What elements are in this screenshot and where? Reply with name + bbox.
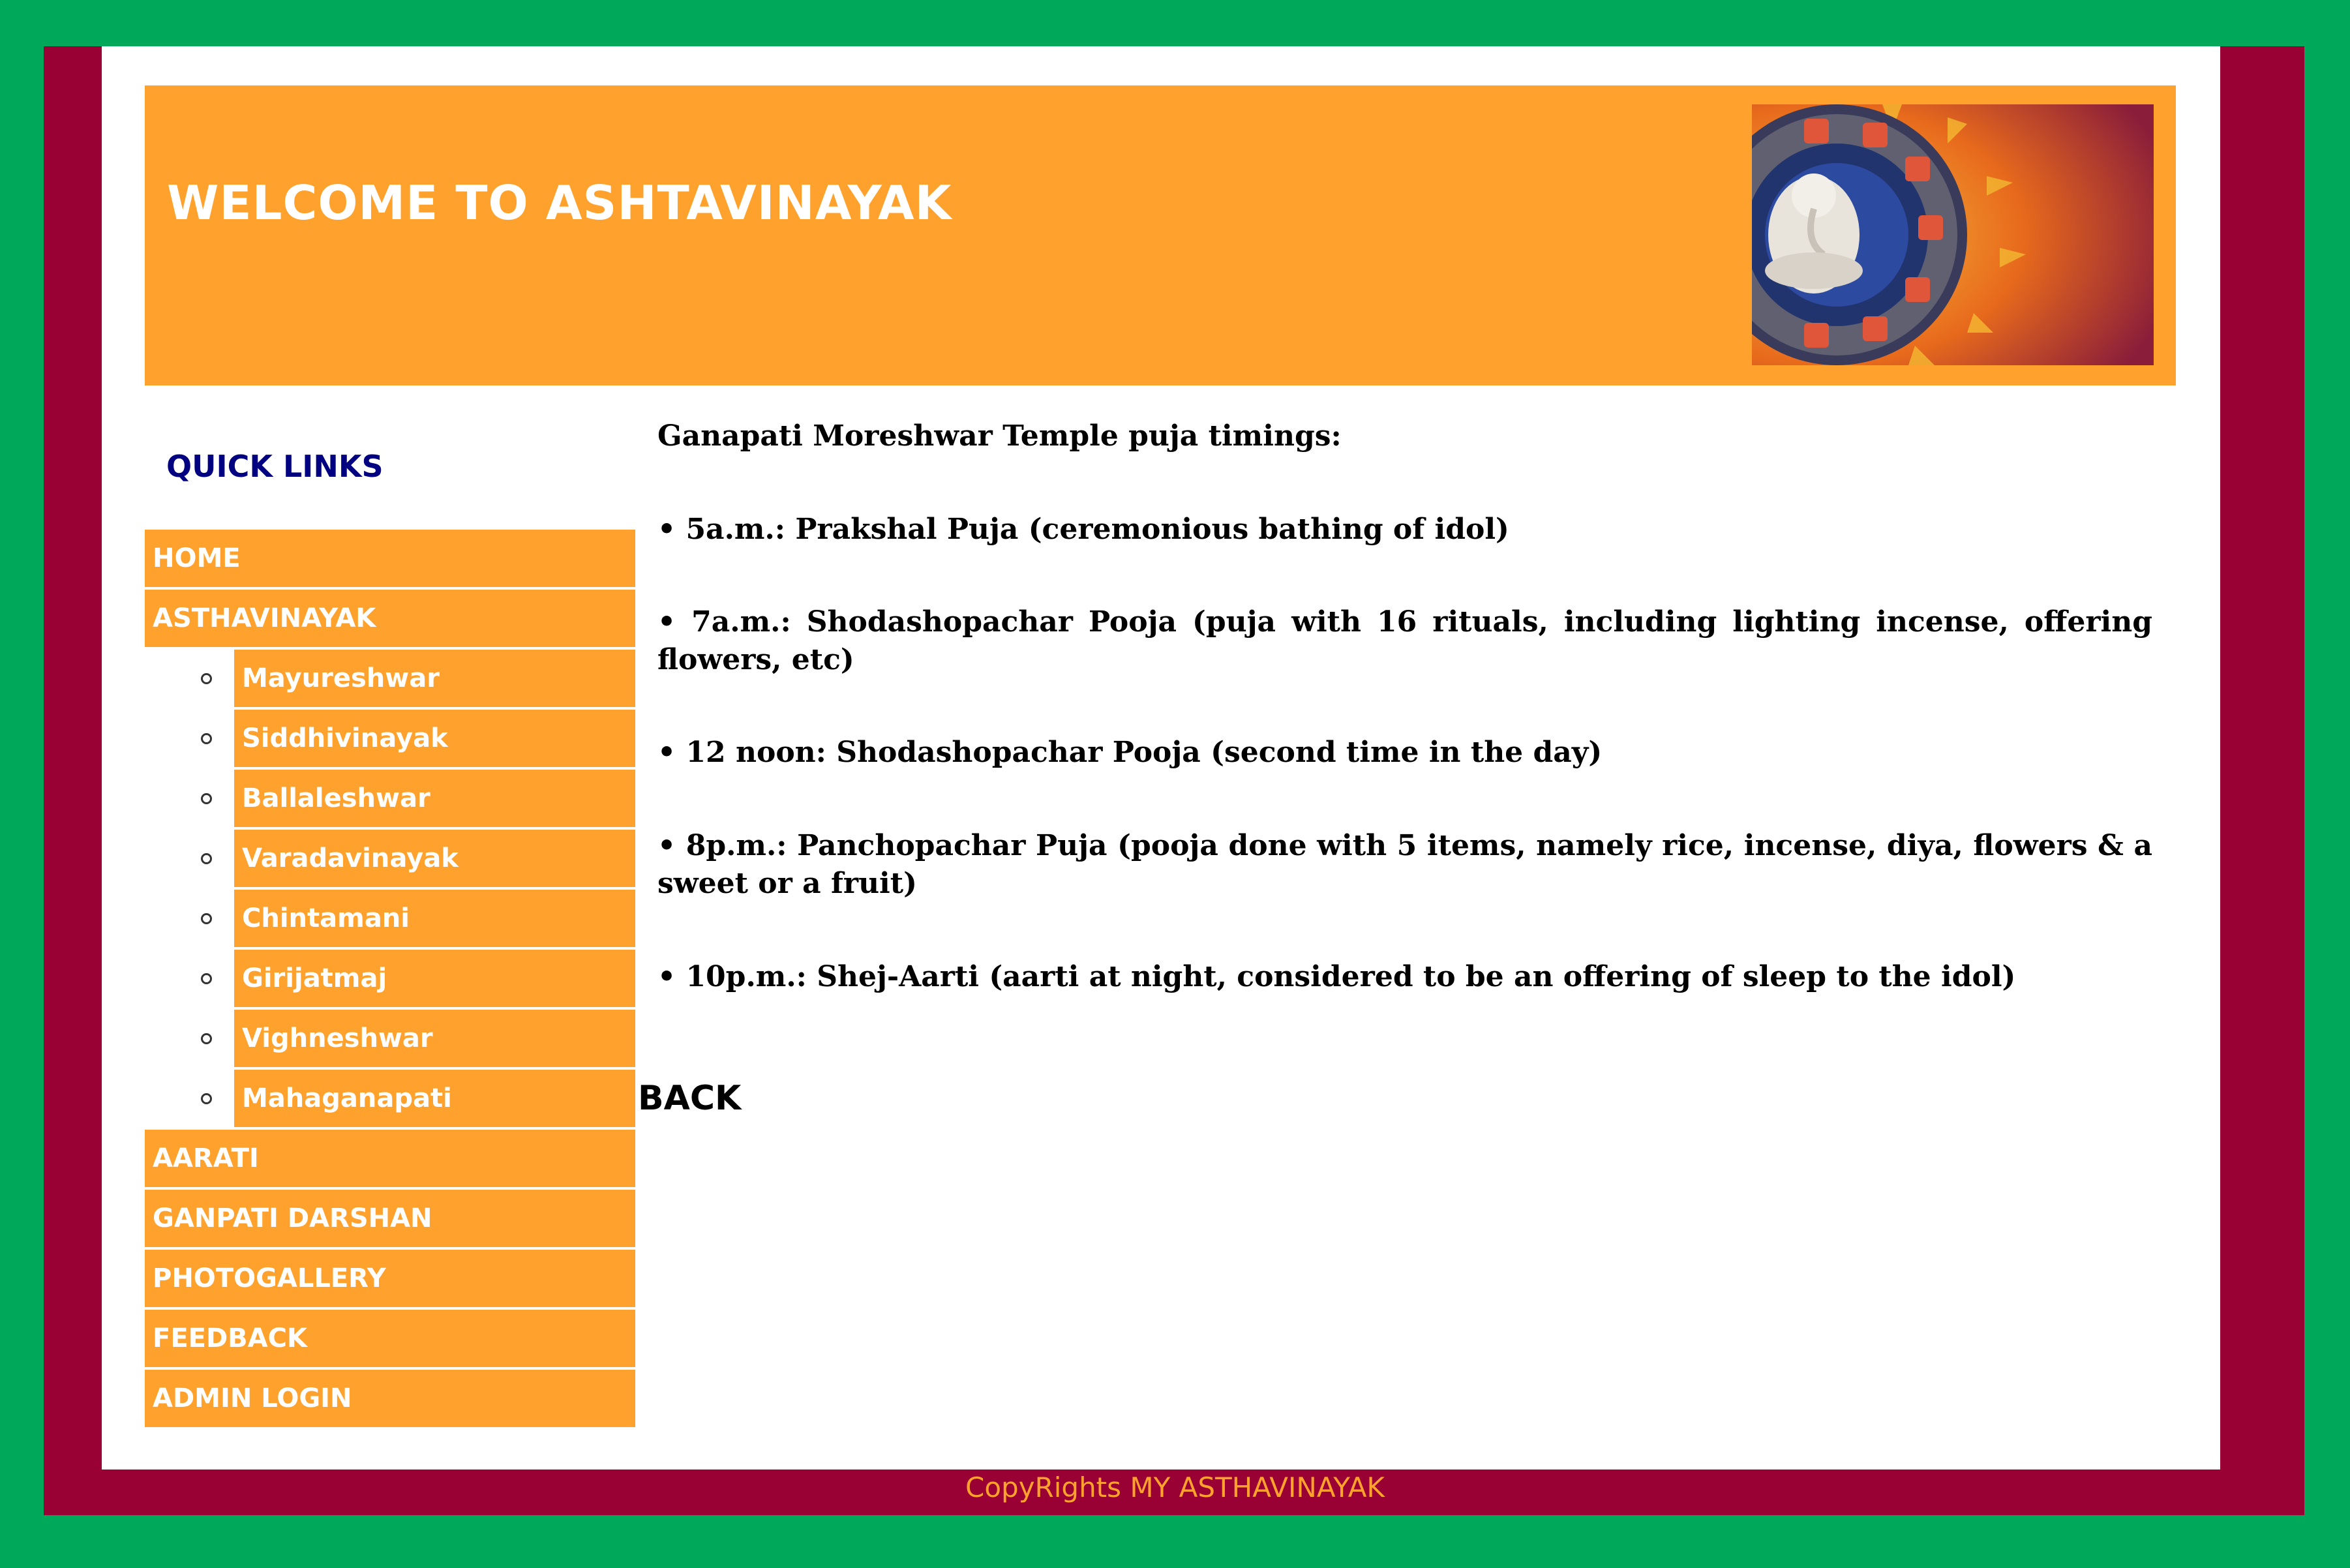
sidebar-item-feedback[interactable]: FEEDBACK [145,1310,635,1367]
list-bullet-icon [201,1033,212,1044]
sidebar-item-mahaganapati[interactable]: Mahaganapati [234,1070,635,1127]
timing-item: • 7a.m.: Shodashopachar Pooja (puja with 16 rituals, including lighting incense, offering flowers, etc) [657,605,2152,676]
sidebar-row [145,770,635,830]
sidebar-row [145,1010,635,1070]
sidebar-row [145,1370,635,1430]
timing-item: • 8p.m.: Panchopachar Puja (pooja done with 5 items, namely rice, incense, diya, flowers & a sweet or a fruit) [657,829,2152,900]
sidebar-item-siddhivinayak[interactable]: Siddhivinayak [234,710,635,767]
sidebar-item-photogallery[interactable]: PHOTOGALLERY [145,1250,635,1307]
quick-links-title: QUICK LINKS [166,449,384,484]
sidebar-item-ballaleshwar[interactable]: Ballaleshwar [234,770,635,827]
sidebar-item-ganpati-darshan[interactable]: GANPATI DARSHAN [145,1190,635,1247]
sidebar-row [145,830,635,890]
sidebar-item-home[interactable]: HOME [145,530,635,587]
sidebar-item-varadavinayak[interactable]: Varadavinayak [234,830,635,887]
list-bullet-icon [201,793,212,804]
list-bullet-icon [201,1093,212,1104]
sidebar-nav [145,530,635,1430]
timing-item: • 10p.m.: Shej-Aarti (aarti at night, considered to be an offering of sleep to the idol) [657,960,2016,993]
sidebar-row [145,1190,635,1250]
sidebar-row [145,650,635,710]
sidebar-item-asthavinayak[interactable]: ASTHAVINAYAK [145,590,635,647]
sidebar-item-aarati[interactable]: AARATI [145,1130,635,1187]
timing-item: • 5a.m.: Prakshal Puja (ceremonious bathing of idol) [657,513,1509,546]
list-bullet-icon [201,913,212,924]
sidebar-row [145,950,635,1010]
sidebar-item-vighneshwar[interactable]: Vighneshwar [234,1010,635,1067]
sidebar-item-chintamani[interactable]: Chintamani [234,890,635,947]
sidebar-row [145,1130,635,1190]
list-bullet-icon [201,733,212,744]
sidebar-row [145,1250,635,1310]
sidebar-row [145,1310,635,1370]
sidebar-item-girijatmaj[interactable]: Girijatmaj [234,950,635,1007]
sidebar-item-mayureshwar[interactable]: Mayureshwar [234,650,635,707]
sidebar-row [145,530,635,590]
list-bullet-icon [201,973,212,984]
copyright-text: CopyRights MY ASTHAVINAYAK [965,1471,1385,1503]
site-title: WELCOME TO ASHTAVINAYAK [167,175,952,230]
site-header [145,85,2176,385]
timing-item: • 12 noon: Shodashopachar Pooja (second time in the day) [657,736,1603,769]
list-bullet-icon [201,673,212,684]
sidebar-row [145,710,635,770]
sidebar-row [145,590,635,650]
sidebar-row [145,1070,635,1130]
sidebar-row [145,890,635,950]
ganesha-shloka-image [1752,104,2154,365]
back-link[interactable]: BACK [638,1079,742,1118]
content-heading: Ganapati Moreshwar Temple puja timings: [657,419,1342,453]
list-bullet-icon [201,853,212,864]
sidebar-item-admin-login[interactable]: ADMIN LOGIN [145,1370,635,1427]
